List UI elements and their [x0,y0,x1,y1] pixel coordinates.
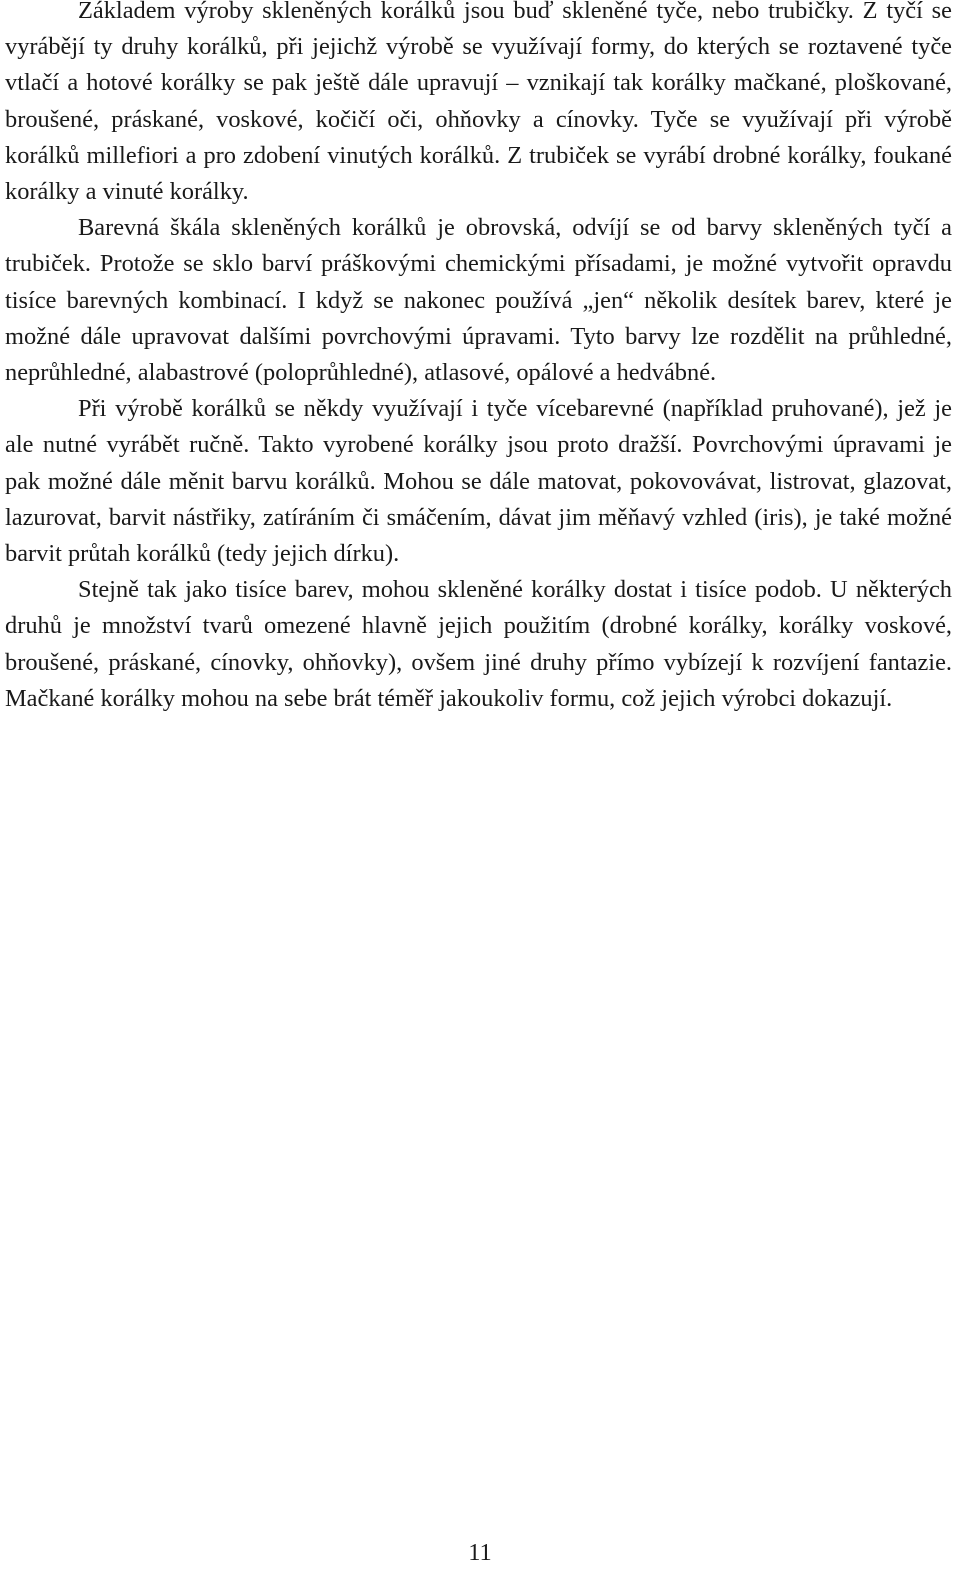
page-number: 11 [468,1539,492,1566]
body-text [5,0,952,717]
paragraph-glass-rods-and-tubes: Základem výroby skleněných korálků jsou buď skleněné tyče, nebo trubičky. Z tyčí se vyrábějí ty druhy korálků, při jejichž výrobě se využívají formy, do kterých se roztavené tyče vtlačí a hotové korálky se pak ještě dále upravují – vznikají tak korálky mačkané, ploškované, broušené, práskané, voskové, kočičí oči, ohňovky a cínovky. Tyče se využívají při výrobě korálků millefiori a pro zdobení vinutých korálků. Z trubiček se vyrábí drobné korálky, foukané korálky a vinuté korálky. [5,0,952,206]
paragraph-multicolor-rods: Při výrobě korálků se někdy využívají i tyče vícebarevné (například pruhované), jež je ale nutné vyrábět ručně. Takto vyrobené korálky jsou proto dražší. Povrchovými úpravami je pak možné dále měnit barvu korálků. Mohou se dále matovat, pokovovávat, listrovat, glazovat, lazurovat, barvit nástřiky, zatíráním či smáčením, dávat jim měňavý vzhled (iris), je také možné barvit průtah korálků (tedy jejich dírku). [5,395,952,568]
paragraph-bead-shapes: Stejně tak jako tisíce barev, mohou skleněné korálky dostat i tisíce podob. U některých druhů je množství tvarů omezené hlavně jejich použitím (drobné korálky, korálky voskové, broušené, práskané, cínovky, ohňovky), ovšem jiné druhy přímo vybízejí k rozvíjení fantazie. Mačkané korálky mohou na sebe brát téměř jakoukoliv formu, což jejich výrobci dokazují. [5,576,952,712]
paragraph-color-range: Barevná škála skleněných korálků je obrovská, odvíjí se od barvy skleněných tyčí a trubiček. Protože se sklo barví práškovými chemickými přísadami, je možné vytvořit opravdu tisíce barevných kombinací. I když se nakonec používá „jen“ několik desítek barev, které je možné dále upravovat dalšími povrchovými úpravami. Tyto barvy lze rozdělit na průhledné, neprůhledné, alabastrové (poloprůhledné), atlasové, opálové a hedvábné. [5,214,952,387]
